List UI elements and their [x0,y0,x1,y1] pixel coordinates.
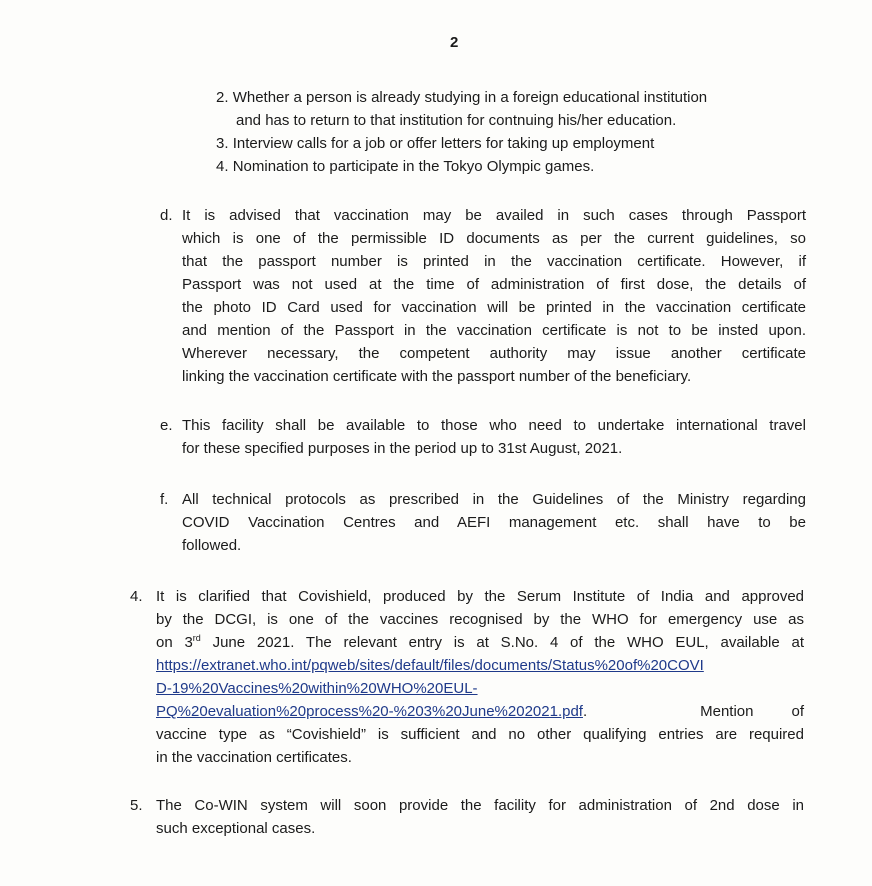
paragraph-line: Passport was not used at the time of administration of first dose, the details of [182,276,806,293]
list-item [216,155,812,178]
list-item-marker: 3. [216,135,229,152]
who-eul-link[interactable]: D-19%20Vaccines%20within%20WHO%20EUL- [156,680,478,697]
list-item [216,86,812,109]
paragraph-line: by the DCGI, is one of the vaccines recognised by the WHO for emergency use as [156,611,804,628]
list-item [216,132,812,155]
paragraph-line: such exceptional cases. [156,820,316,837]
paragraph-line: followed. [182,537,242,554]
text-run: of [791,703,804,720]
paragraph-line: in the vaccination certificates. [156,749,352,766]
who-eul-link[interactable]: PQ%20evaluation%20process%20-%203%20June%202021.pdf [156,703,583,720]
paragraph-line [156,631,804,654]
paragraph-marker: f. [160,491,169,508]
page-number: 2 [450,34,459,51]
paragraph-5 [130,794,804,840]
paragraph-marker: 4. [130,588,143,605]
text-run: June 2021. The relevant entry is at S.No. 4 of the WHO EUL, available at [200,634,804,651]
paragraph-line: which is one of the permissible ID documents as per the current guidelines, so [182,230,806,247]
paragraph-marker: d. [160,207,173,224]
paragraph-line: linking the vaccination certificate with the passport number of the beneficiary. [182,368,692,385]
paragraph-line: the photo ID Card used for vaccination will be printed in the vaccination certificate [182,299,806,316]
list-item-text: Interview calls for a job or offer letters for taking up employment [232,135,655,152]
paragraph-line: for these specified purposes in the period up to 31st August, 2021. [182,440,623,457]
paragraph-e [160,414,806,460]
list-item-text: Whether a person is already studying in a foreign educational institution [232,89,708,106]
ordinal-suffix: rd [192,633,201,643]
list-item-continuation: and has to return to that institution for contnuing his/her education. [236,112,677,129]
paragraph-line: This facility shall be available to those who need to undertake international travel [182,417,806,434]
paragraph-line: that the passport number is printed in the vaccination certificate. However, if [182,253,806,270]
paragraph-line: It is clarified that Covishield, produced by the Serum Institute of India and approved [156,588,804,605]
text-run: . [582,703,588,720]
list-item-marker: 2. [216,89,229,106]
list-item-text: Nomination to participate in the Tokyo Olympic games. [232,158,595,175]
paragraph-f [160,488,806,557]
paragraph-line: and mention of the Passport in the vaccination certificate is not to be insted upon. [182,322,806,339]
paragraph-line [156,700,804,723]
text-run: Mention [700,703,754,720]
paragraph-line: COVID Vaccination Centres and AEFI management etc. shall have to be [182,514,806,531]
paragraph-line: The Co-WIN system will soon provide the facility for administration of 2nd dose in [156,797,804,814]
paragraph-marker: 5. [130,797,143,814]
paragraph-line: Wherever necessary, the competent authority may issue another certificate [182,345,806,362]
paragraph-line: All technical protocols as prescribed in the Guidelines of the Ministry regarding [182,491,806,508]
paragraph-line: vaccine type as “Covishield” is sufficient and no other qualifying entries are required [156,726,804,743]
paragraph-4 [130,585,804,769]
paragraph-marker: e. [160,417,173,434]
list-item-marker: 4. [216,158,229,175]
paragraph-d [160,204,806,388]
who-eul-link[interactable]: https://extranet.who.int/pqweb/sites/default/files/documents/Status%20of%20COVI [156,657,704,674]
purposes-list [216,86,812,178]
paragraph-line: It is advised that vaccination may be availed in such cases through Passport [182,207,806,224]
who-eul-link-line[interactable] [156,654,804,677]
who-eul-link-line[interactable] [156,677,804,700]
text-run: on 3 [156,634,193,651]
